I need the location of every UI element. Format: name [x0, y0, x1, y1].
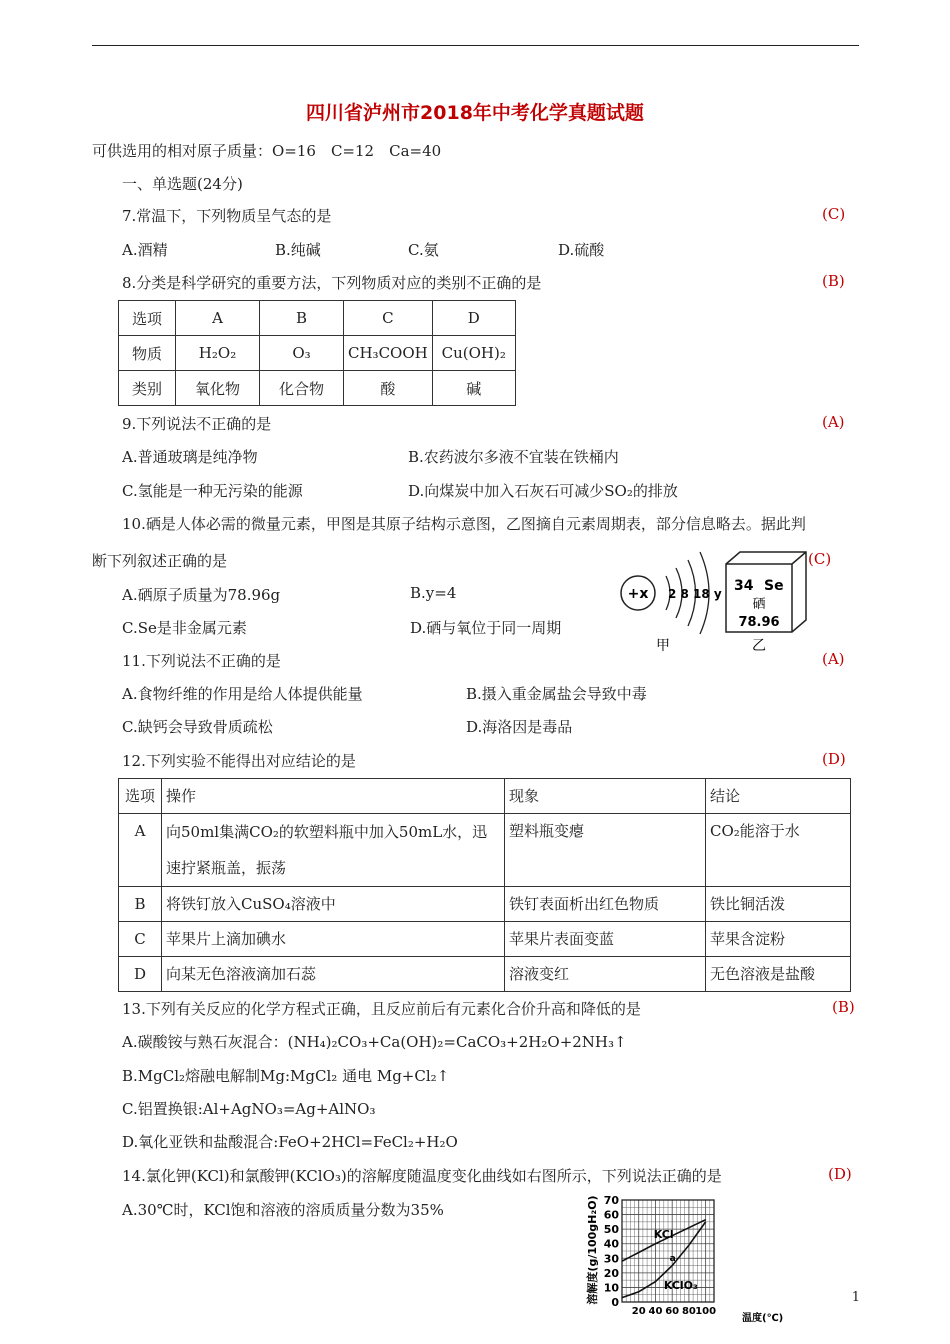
q14-stem: 14.氯化钾(KCl)和氯酸钾(KClO₃)的溶解度随温度变化曲线如右图所示，下列说法正确的是: [122, 1167, 722, 1185]
q13-stem: 13.下列有关反应的化学方程式正确，且反应前后有元素化合价升高和降低的是: [122, 1000, 641, 1018]
q11-option-a: A.食物纤维的作用是给人体提供能量: [122, 685, 363, 703]
table-row: [119, 814, 851, 887]
table-cell: 选项: [119, 301, 176, 336]
table-header: 选项: [119, 779, 162, 814]
table-cell: 苹果含淀粉: [706, 922, 851, 957]
table-cell: 碱: [432, 371, 515, 406]
table-row: [119, 887, 851, 922]
q13-option-b: B.MgCl₂熔融电解制Mg:MgCl₂ 通电 Mg+Cl₂↑: [122, 1067, 450, 1085]
q8-answer: (B): [822, 272, 845, 290]
table-cell: B: [260, 301, 344, 336]
q13-option-a: A.碳酸铵与熟石灰混合：(NH₄)₂CO₃+Ca(OH)₂=CaCO₃+2H₂O+2NH₃↑: [122, 1033, 627, 1051]
q12-table: [118, 778, 851, 992]
table-row: [119, 301, 516, 336]
table-cell: 铁钉表面析出红色物质: [505, 887, 706, 922]
table-row: [119, 957, 851, 992]
table-cell: D: [119, 957, 162, 992]
table-header: 结论: [706, 779, 851, 814]
y-tick-label: 20: [603, 1266, 619, 1280]
table-cell: CH₃COOH: [344, 336, 433, 371]
table-cell: 无色溶液是盐酸: [706, 957, 851, 992]
table-cell: 塑料瓶变瘪: [505, 814, 706, 887]
selenium-diagram: [618, 548, 814, 656]
table-cell: A: [119, 814, 162, 887]
x-tick-label: 40: [648, 1306, 663, 1317]
table-cell: C: [344, 301, 433, 336]
q11-option-d: D.海洛因是毒品: [466, 718, 573, 736]
table-header: 现象: [505, 779, 706, 814]
table-cell: C: [119, 922, 162, 957]
table-cell: D: [432, 301, 515, 336]
table-cell: H₂O₂: [176, 336, 260, 371]
intersection-label: a: [669, 1254, 676, 1265]
table-cell: 酸: [344, 371, 433, 406]
atomic-masses: 可供选用的相对原子质量：O=16 C=12 Ca=40: [92, 142, 442, 160]
x-axis-label: 温度(℃): [742, 1313, 784, 1324]
table-header: 操作: [162, 779, 505, 814]
q11-answer: (A): [822, 650, 845, 668]
page-title: 四川省泸州市2018年中考化学真题试题: [306, 102, 644, 124]
table-row: [119, 922, 851, 957]
table-cell: 向50ml集满CO₂的软塑料瓶中加入50mL水，迅速拧紧瓶盖，振荡: [162, 814, 505, 887]
q12-answer: (D): [822, 750, 846, 768]
table-cell: B: [119, 887, 162, 922]
table-row: [119, 779, 851, 814]
diagram-label-b: 乙: [752, 638, 766, 654]
q10-option-a: A.硒原子质量为78.96g: [122, 586, 281, 604]
page-number: 1: [851, 1290, 860, 1305]
q13-answer: (B): [832, 998, 855, 1016]
table-cell: CO₂能溶于水: [706, 814, 851, 887]
q7-stem: 7.常温下，下列物质呈气态的是: [122, 207, 332, 225]
table-cell: Cu(OH)₂: [432, 336, 515, 371]
q9-answer: (A): [822, 413, 845, 431]
table-cell: 将铁钉放入CuSO₄溶液中: [162, 887, 505, 922]
q11-stem: 11.下列说法不正确的是: [122, 652, 281, 670]
q9-option-b: B.农药波尔多液不宜装在铁桶内: [408, 448, 619, 466]
q7-option-a: A.酒精: [122, 241, 168, 259]
solubility-chart: [582, 1192, 807, 1324]
y-tick-label: 10: [603, 1281, 619, 1295]
q7-option-b: B.纯碱: [275, 241, 321, 259]
series-label-kclo3: KClO₃: [663, 1278, 698, 1292]
table-cell: 铁比铜活泼: [706, 887, 851, 922]
q7-option-d: D.硫酸: [558, 241, 605, 259]
x-tick-label: 80: [681, 1306, 696, 1317]
q10-option-b: B.y=4: [410, 584, 457, 602]
y-tick-label: 70: [603, 1194, 619, 1207]
table-row: [119, 371, 516, 406]
x-tick-label: 60: [665, 1306, 680, 1317]
y-tick-label: 0: [611, 1296, 619, 1309]
q9-stem: 9.下列说法不正确的是: [122, 415, 272, 433]
x-tick-label: 20: [631, 1306, 646, 1317]
q10-stem-line1: 10.硒是人体必需的微量元素，甲图是其原子结构示意图，乙图摘自元素周期表，部分信息略去。据此判: [122, 515, 806, 533]
table-cell: O₃: [260, 336, 344, 371]
q10-answer: (C): [808, 550, 832, 568]
q7-option-c: C.氨: [408, 241, 439, 259]
diagram-label-a: 甲: [656, 638, 670, 654]
section-heading: 一、单选题(24分): [122, 175, 243, 193]
y-tick-label: 40: [603, 1237, 619, 1251]
q14-answer: (D): [828, 1165, 852, 1183]
table-row: [119, 336, 516, 371]
atomic-mass: 78.96: [738, 615, 780, 630]
y-tick-label: 50: [603, 1223, 619, 1237]
table-cell: 溶液变红: [505, 957, 706, 992]
table-cell: 苹果片上滴加碘水: [162, 922, 505, 957]
table-cell: 向某无色溶液滴加石蕊: [162, 957, 505, 992]
q11-option-c: C.缺钙会导致骨质疏松: [122, 718, 273, 736]
y-axis-label: 溶解度(g/100gH₂O): [586, 1195, 599, 1305]
table-cell: 苹果片表面变蓝: [505, 922, 706, 957]
element-name: 硒: [752, 597, 766, 612]
atomic-number: 34: [734, 578, 754, 594]
q14-option-a: A.30℃时，KCl饱和溶液的溶质质量分数为35%: [122, 1201, 444, 1219]
q13-option-c: C.铝置换银:Al+AgNO₃=Ag+AlNO₃: [122, 1100, 376, 1118]
x-tick-label: 100: [695, 1306, 717, 1317]
q13-option-d: D.氧化亚铁和盐酸混合:FeO+2HCl=FeCl₂+H₂O: [122, 1133, 458, 1151]
q9-option-c: C.氢能是一种无污染的能源: [122, 482, 303, 500]
q10-option-d: D.硒与氧位于同一周期: [410, 619, 562, 637]
q9-option-a: A.普通玻璃是纯净物: [122, 448, 258, 466]
q10-option-c: C.Se是非金属元素: [122, 619, 247, 637]
header-rule: [92, 45, 859, 46]
q9-option-d: D.向煤炭中加入石灰石可减少SO₂的排放: [408, 482, 678, 500]
table-cell: 化合物: [260, 371, 344, 406]
table-cell: 氧化物: [176, 371, 260, 406]
q10-stem-line2: 断下列叙述正确的是: [92, 552, 228, 570]
chart-ticks: [604, 1194, 716, 1317]
q12-stem: 12.下列实验不能得出对应结论的是: [122, 752, 356, 770]
q7-answer: (C): [822, 205, 846, 223]
table-cell: 物质: [119, 336, 176, 371]
element-symbol: Se: [764, 578, 784, 594]
y-tick-label: 60: [603, 1208, 619, 1222]
table-cell: 类别: [119, 371, 176, 406]
q8-table: [118, 300, 516, 406]
series-label-kcl: KCl: [653, 1227, 674, 1241]
q11-option-b: B.摄入重金属盐会导致中毒: [466, 685, 647, 703]
y-tick-label: 30: [603, 1252, 619, 1266]
nucleus-label: +x: [627, 586, 649, 602]
q8-stem: 8.分类是科学研究的重要方法，下列物质对应的类别不正确的是: [122, 274, 542, 292]
electron-counts: 2 8 18 y: [668, 587, 722, 601]
table-cell: A: [176, 301, 260, 336]
